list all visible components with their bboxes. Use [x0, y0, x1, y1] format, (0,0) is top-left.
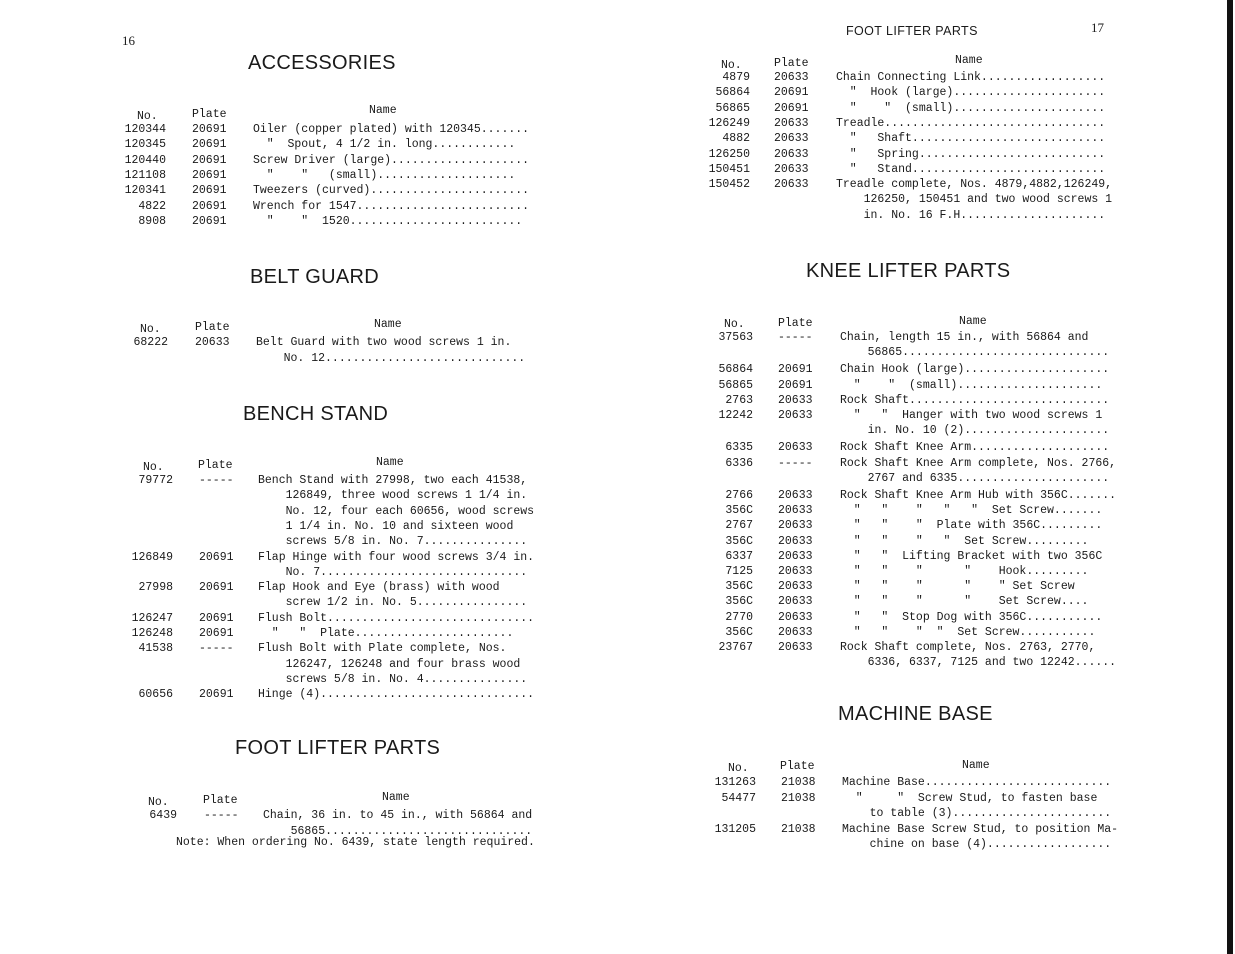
part-name: " " Stop Dog with 356C........... [840, 610, 1103, 624]
part-name: Hinge (4)............................... [258, 688, 535, 702]
part-name: 6336, 6337, 7125 and two 12242...... [840, 656, 1117, 670]
part-name: 56865.............................. [263, 824, 533, 838]
part-number: 126247 [131, 611, 173, 625]
plate-number: 21038 [781, 791, 816, 805]
part-name: Rock Shaft Knee Arm Hub with 356C....... [840, 489, 1117, 502]
part-name: " " " Plate with 356C......... [840, 519, 1103, 533]
part-name: Wrench for 1547......................... [253, 199, 530, 213]
col-header-name: Name [382, 791, 410, 804]
part-name: Flush Bolt with Plate complete, Nos. [258, 642, 507, 656]
part-name: Chain Hook (large)..................... [840, 363, 1110, 377]
part-name: No. 7.............................. [258, 565, 528, 579]
part-number: 131205 [714, 822, 756, 836]
part-name: 2767 and 6335...................... [840, 471, 1110, 485]
part-name: " " " " Set Screw........... [840, 625, 1096, 639]
part-name: in. No. 16 F.H..................... [836, 208, 1106, 222]
plate-number: 20633 [778, 519, 813, 533]
plate-number: 20691 [199, 611, 234, 625]
part-number: 8908 [138, 214, 166, 228]
ordering-note: Note: When ordering No. 6439, state length required. [176, 836, 535, 849]
plate-number: 20691 [199, 581, 234, 595]
col-header-no: No. [148, 796, 169, 809]
plate-number: 20633 [778, 534, 813, 548]
part-name: Machine Base........................... [842, 776, 1112, 789]
plate-number: 20633 [778, 580, 813, 594]
part-name: screws 5/8 in. No. 7............... [258, 535, 528, 549]
plate-number: 20691 [774, 101, 809, 115]
part-number: 54477 [721, 791, 756, 805]
section-title: BELT GUARD [250, 266, 379, 288]
col-header-name: Name [376, 456, 404, 469]
part-name: " " " " Set Screw......... [840, 534, 1089, 548]
col-header-no: No. [143, 461, 164, 474]
part-number: 6335 [725, 441, 753, 455]
plate-number: 20633 [778, 641, 813, 654]
part-name: " Spout, 4 1/2 in. long............ [253, 138, 516, 152]
plate-number: 20633 [778, 595, 813, 609]
part-name: " " Lifting Bracket with two 356C [840, 549, 1103, 563]
right-page-number: 17 [1091, 20, 1104, 35]
plate-number: ----- [199, 642, 234, 656]
plate-number: 20633 [778, 610, 813, 624]
part-number: 60656 [138, 688, 173, 702]
part-number: 120341 [124, 184, 166, 198]
part-number: 56864 [715, 86, 750, 100]
part-number: 4879 [722, 71, 750, 84]
part-number: 356C [725, 595, 753, 609]
part-name: screw 1/2 in. No. 5................ [258, 596, 528, 610]
part-name: " Hook (large)...................... [836, 86, 1106, 100]
plate-number: 20633 [774, 178, 809, 192]
part-name: Flap Hook and Eye (brass) with wood [258, 581, 500, 595]
part-name: " " (small)...................... [836, 101, 1106, 115]
part-number: 41538 [138, 642, 173, 656]
part-name: " " (small)..................... [840, 378, 1103, 392]
plate-number: 20633 [774, 147, 809, 161]
part-number: 356C [725, 580, 753, 594]
plate-number: ----- [778, 456, 813, 470]
col-header-name: Name [959, 315, 987, 328]
part-number: 121108 [124, 168, 166, 182]
part-name: Belt Guard with two wood screws 1 in. [256, 336, 512, 349]
part-number: 120345 [124, 138, 166, 152]
part-number: 68222 [133, 336, 168, 349]
plate-number: 20691 [192, 199, 227, 213]
part-name: Bench Stand with 27998, two each 41538, [258, 474, 528, 487]
part-number: 2766 [725, 489, 753, 502]
col-header-plate: Plate [203, 794, 238, 807]
part-number: 356C [725, 625, 753, 639]
col-header-plate: Plate [192, 108, 227, 121]
plate-number: 20633 [778, 441, 813, 455]
part-number: 126248 [131, 627, 173, 640]
section-title: KNEE LIFTER PARTS [806, 260, 1011, 282]
part-name: " " Hanger with two wood screws 1 [840, 409, 1103, 422]
part-number: 79772 [138, 474, 173, 487]
part-number: 27998 [138, 581, 173, 595]
plate-number: 20691 [192, 123, 227, 136]
part-name: Rock Shaft complete, Nos. 2763, 2770, [840, 641, 1096, 654]
part-number: 2770 [725, 610, 753, 624]
plate-number: 20691 [192, 138, 227, 152]
part-name: Rock Shaft............................. [840, 393, 1110, 407]
plate-number: 20633 [774, 132, 809, 146]
plate-number: 20691 [192, 153, 227, 167]
part-name: No. 12, four each 60656, wood screws [258, 504, 535, 518]
part-name: Oiler (copper plated) with 120345....... [253, 123, 530, 136]
col-header-name: Name [955, 54, 983, 67]
part-number: 6439 [149, 809, 177, 822]
part-number: 2763 [725, 393, 753, 407]
plate-number: 20691 [192, 168, 227, 182]
section-title: BENCH STAND [243, 403, 389, 425]
plate-number: 21038 [781, 822, 816, 836]
part-name: 126247, 126248 and four brass wood [258, 657, 521, 671]
part-name: in. No. 10 (2)..................... [840, 424, 1110, 438]
part-name: Rock Shaft Knee Arm.................... [840, 441, 1110, 455]
part-name: to table (3)....................... [842, 807, 1112, 821]
part-number: 6336 [725, 456, 753, 470]
section-title: MACHINE BASE [838, 703, 993, 725]
plate-number: 20691 [192, 184, 227, 198]
part-number: 7125 [725, 565, 753, 578]
part-name: " " " " Hook......... [840, 565, 1089, 578]
part-name: " " Screw Stud, to fasten base [842, 791, 1098, 805]
plate-number: ----- [199, 474, 234, 487]
part-name: " " Plate....................... [258, 627, 514, 640]
left-page-number: 16 [122, 33, 135, 48]
part-number: 150452 [708, 178, 750, 192]
plate-number: 20633 [774, 162, 809, 176]
plate-number: ----- [204, 809, 239, 822]
part-number: 120440 [124, 153, 166, 167]
plate-number: 20691 [192, 214, 227, 228]
part-name: Rock Shaft Knee Arm complete, Nos. 2766, [840, 456, 1117, 470]
part-number: 2767 [725, 519, 753, 533]
part-name: chine on base (4).................. [842, 838, 1112, 852]
plate-number: 20633 [778, 393, 813, 407]
part-number: 126250 [708, 147, 750, 161]
part-name: 126250, 150451 and two wood screws 1 [836, 193, 1113, 207]
col-header-plate: Plate [774, 57, 809, 70]
col-header-plate: Plate [780, 760, 815, 773]
plate-number: 20633 [778, 489, 813, 502]
part-name: " Stand............................ [836, 162, 1106, 176]
part-number: 37563 [718, 331, 753, 344]
part-number: 150451 [708, 162, 750, 176]
part-name: " " 1520......................... [253, 214, 523, 228]
plate-number: 20691 [778, 363, 813, 377]
plate-number: 20633 [778, 625, 813, 639]
col-header-name: Name [374, 318, 402, 331]
plate-number: ----- [778, 331, 813, 344]
col-header-no: No. [140, 323, 161, 336]
part-name: Screw Driver (large).................... [253, 153, 530, 167]
plate-number: 20691 [199, 627, 234, 640]
col-header-name: Name [369, 104, 397, 117]
col-header-plate: Plate [778, 317, 813, 330]
plate-number: 21038 [781, 776, 816, 789]
part-number: 56865 [718, 378, 753, 392]
part-name: Machine Base Screw Stud, to position Ma- [842, 822, 1119, 836]
part-number: 56864 [718, 363, 753, 377]
plate-number: 20633 [774, 71, 809, 84]
part-name: " Spring........................... [836, 147, 1106, 161]
plate-number: 20691 [778, 378, 813, 392]
part-name: Flap Hinge with four wood screws 3/4 in. [258, 550, 535, 564]
part-number: 23767 [718, 641, 753, 654]
plate-number: 20633 [778, 549, 813, 563]
page-spine-edge [1227, 0, 1233, 954]
part-number: 56865 [715, 101, 750, 115]
part-name: Tweezers (curved)....................... [253, 184, 530, 198]
plate-number: 20691 [774, 86, 809, 100]
part-name: " Shaft............................ [836, 132, 1106, 146]
section-title: ACCESSORIES [248, 52, 396, 74]
plate-number: 20691 [199, 688, 234, 702]
part-number: 6337 [725, 549, 753, 563]
part-number: 12242 [718, 409, 753, 422]
part-name: Treadle................................ [836, 116, 1106, 130]
part-number: 120344 [124, 123, 166, 136]
part-number: 126849 [131, 550, 173, 564]
part-name: Chain, 36 in. to 45 in., with 56864 and [263, 809, 533, 822]
part-number: 126249 [708, 116, 750, 130]
part-name: " " " " " Set Screw....... [840, 504, 1103, 518]
col-header-no: No. [721, 59, 742, 72]
section-title: FOOT LIFTER PARTS [235, 737, 441, 759]
col-header-plate: Plate [195, 321, 230, 334]
col-header-no: No. [137, 110, 158, 123]
part-number: 4882 [722, 132, 750, 146]
part-name: Flush Bolt.............................. [258, 611, 535, 625]
plate-number: 20633 [778, 504, 813, 518]
plate-number: 20633 [195, 336, 230, 349]
part-name: No. 12............................. [256, 352, 526, 365]
part-number: 356C [725, 504, 753, 518]
col-header-name: Name [962, 759, 990, 772]
part-name: " " " " " Set Screw [840, 580, 1075, 594]
part-name: Chain, length 15 in., with 56864 and [840, 331, 1089, 344]
part-number: 4822 [138, 199, 166, 213]
plate-number: 20633 [774, 116, 809, 130]
part-number: 356C [725, 534, 753, 548]
part-number: 131263 [714, 776, 756, 789]
part-name: Treadle complete, Nos. 4879,4882,126249, [836, 178, 1113, 192]
col-header-no: No. [728, 762, 749, 775]
col-header-plate: Plate [198, 459, 233, 472]
running-head: FOOT LIFTER PARTS [846, 24, 978, 38]
col-header-no: No. [724, 318, 745, 331]
part-name: 56865.............................. [840, 346, 1110, 360]
part-name: screws 5/8 in. No. 4............... [258, 672, 528, 686]
part-name: 1 1/4 in. No. 10 and sixteen wood [258, 519, 514, 533]
plate-number: 20633 [778, 565, 813, 578]
part-name: Chain Connecting Link.................. [836, 71, 1106, 84]
part-name: " " " " Set Screw.... [840, 595, 1089, 609]
plate-number: 20633 [778, 409, 813, 422]
part-name: " " (small).................... [253, 168, 516, 182]
part-name: 126849, three wood screws 1 1/4 in. [258, 489, 528, 503]
plate-number: 20691 [199, 550, 234, 564]
